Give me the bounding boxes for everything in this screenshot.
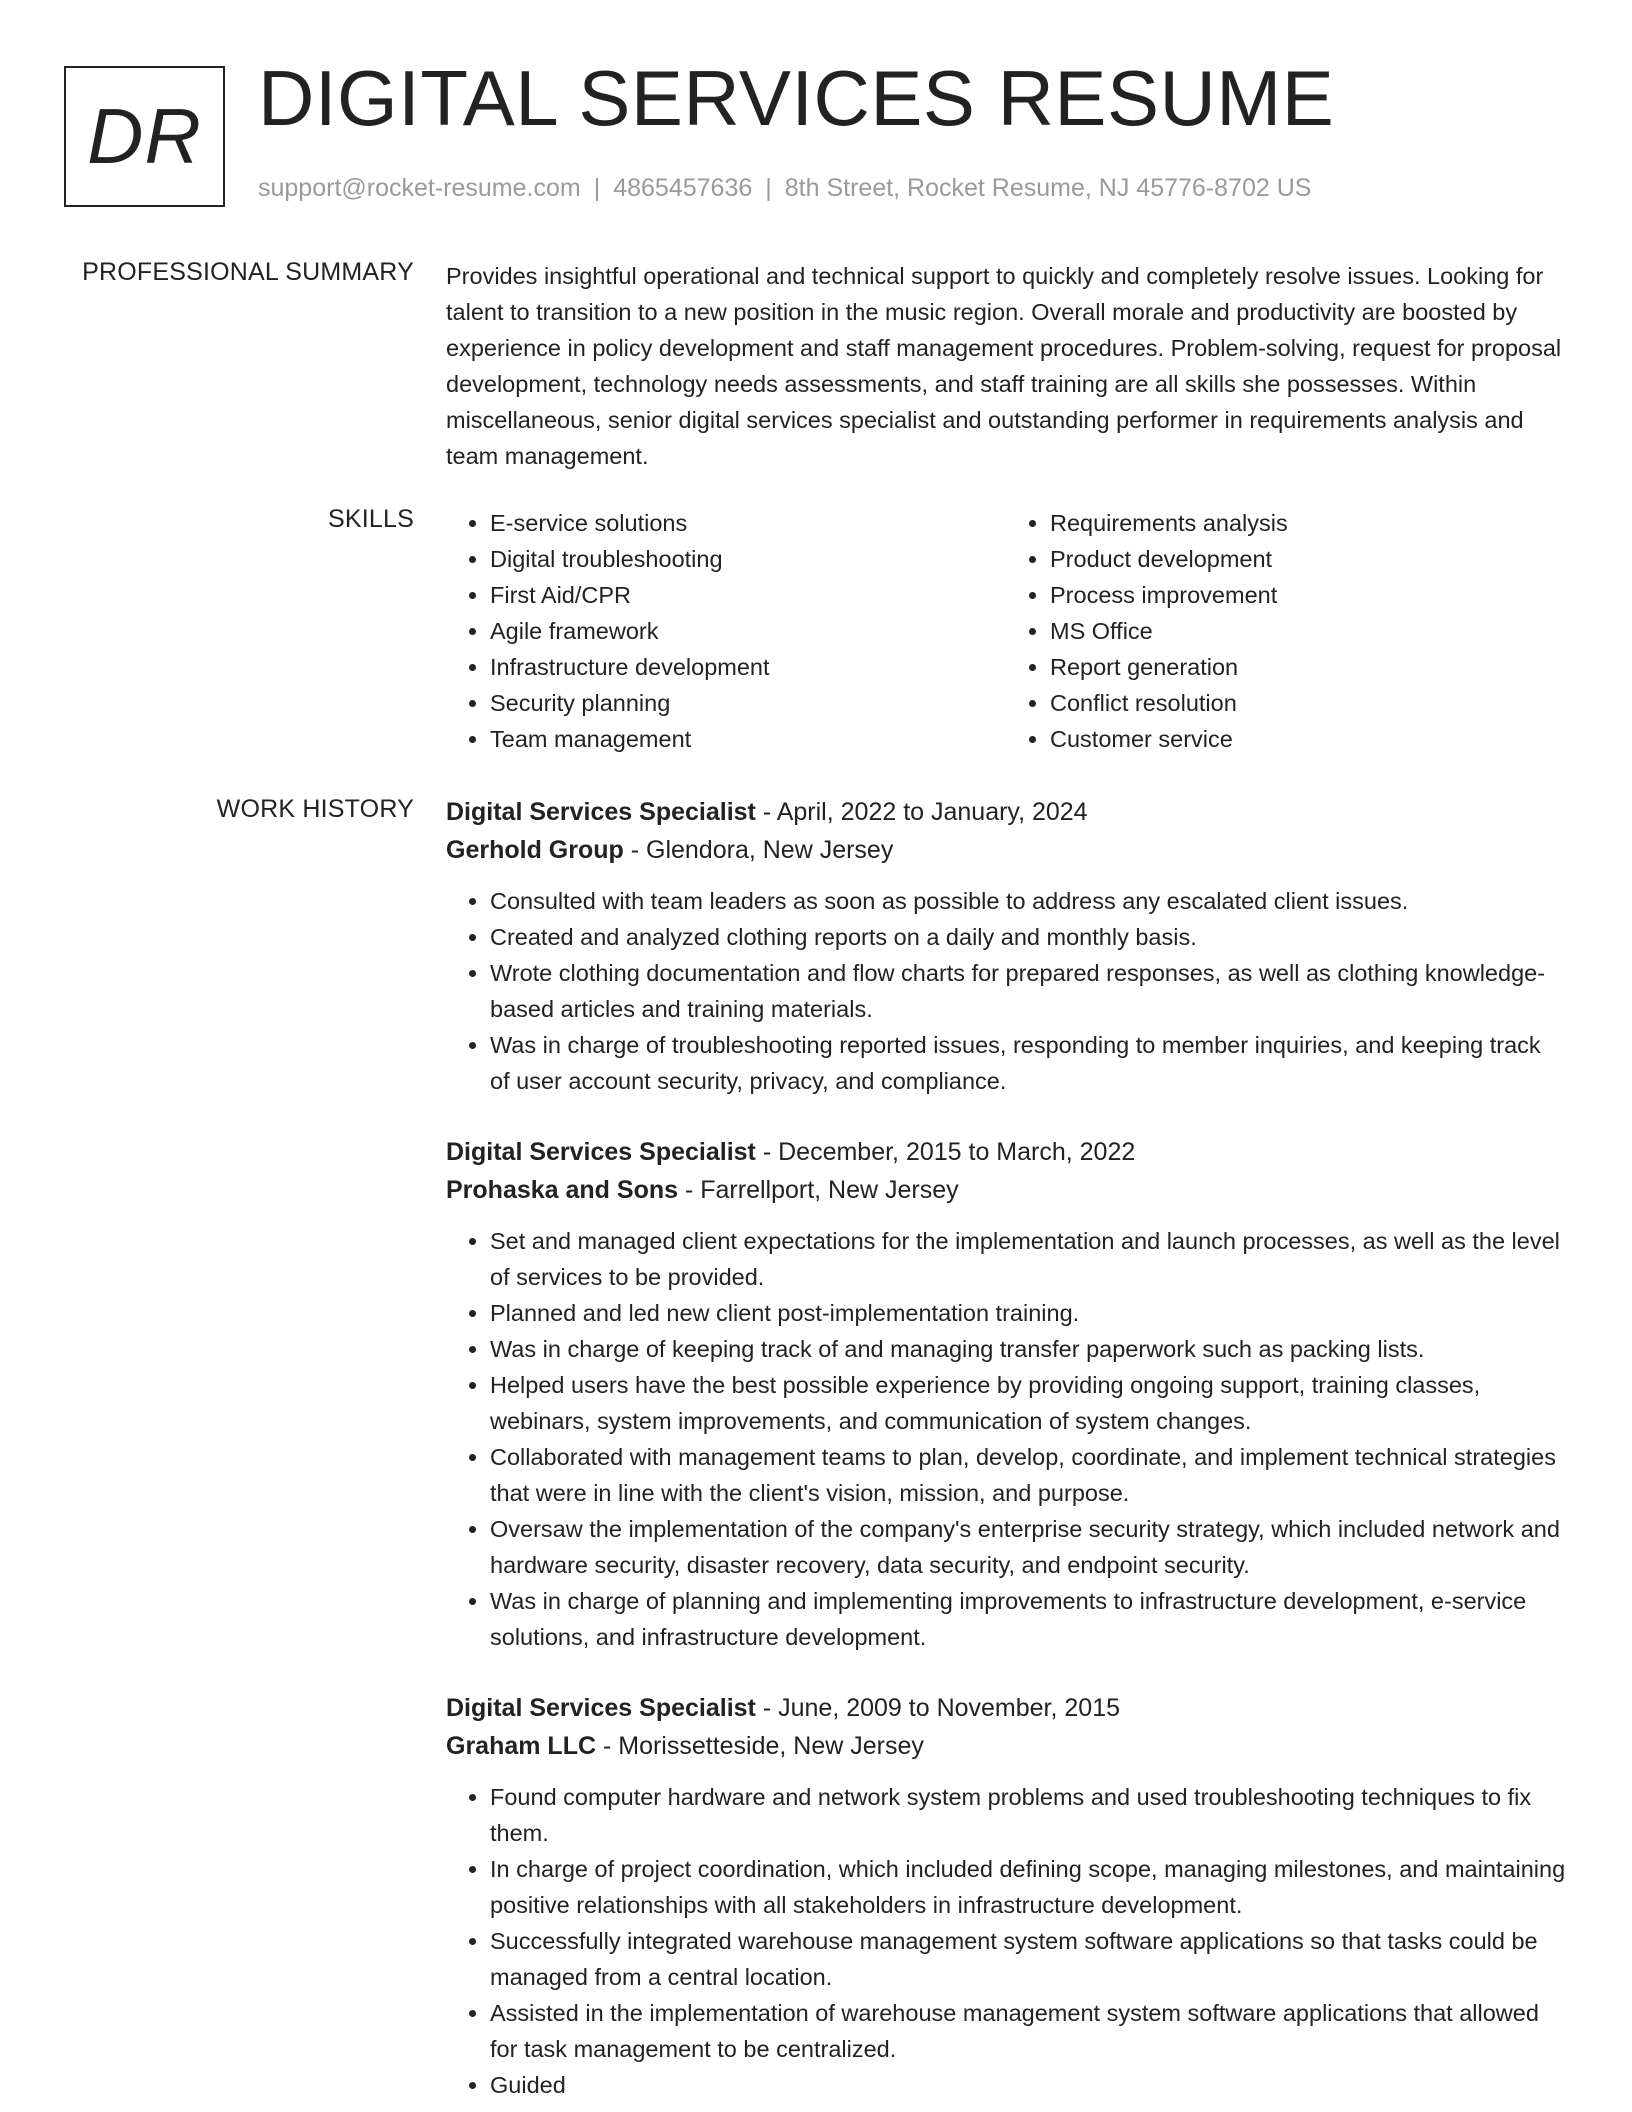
job-bullet: • Was in charge of keeping track of and managing transfer paperwork such as packing lists. bbox=[490, 1331, 1566, 1367]
skill-item: • Digital troubleshooting bbox=[490, 541, 1006, 577]
skill-item: • Conflict resolution bbox=[1050, 685, 1566, 721]
summary-text: Provides insightful operational and technical support to quickly and completely resolve issues. Looking for talent to transition to a new position in the music region. Overall morale and productivity are boosted by experience in policy development and staff management procedures. Problem-solving, request for proposal development, technology needs assessments, and staff training are all skills she possesses. Within miscellaneous, senior digital services specialist and outstanding performer in requirements analysis and team management. bbox=[446, 263, 1562, 469]
job-title: Digital Services Specialist bbox=[446, 1694, 756, 1722]
job-company-line bbox=[446, 1171, 1566, 1209]
work-history-heading: WORK HISTORY bbox=[216, 795, 414, 823]
job-bullet: • Guided bbox=[490, 2067, 1566, 2103]
job-entry bbox=[446, 1689, 1566, 2103]
job-bullet: • Planned and led new client post-implementation training. bbox=[490, 1295, 1566, 1331]
skills-list-right bbox=[1006, 505, 1566, 757]
job-bullet: • Oversaw the implementation of the company's enterprise security strategy, which included network and hardware security, disaster recovery, data security, and endpoint security. bbox=[490, 1511, 1566, 1583]
job-dates: - April, 2022 to January, 2024 bbox=[755, 798, 1088, 826]
skill-item: • Process improvement bbox=[1050, 577, 1566, 613]
job-dates: - June, 2009 to November, 2015 bbox=[755, 1694, 1121, 1722]
job-location: - Morissetteside, New Jersey bbox=[596, 1732, 924, 1760]
job-title-line bbox=[446, 1133, 1566, 1171]
skill-item: • Security planning bbox=[490, 685, 1006, 721]
skill-item: • Product development bbox=[1050, 541, 1566, 577]
job-bullet: • In charge of project coordination, which included defining scope, managing milestones, and maintaining positive relationships with all stakeholders in infrastructure development. bbox=[490, 1851, 1566, 1923]
job-title: Digital Services Specialist bbox=[446, 798, 756, 826]
job-bullet: • Found computer hardware and network system problems and used troubleshooting techniques to fix them. bbox=[490, 1779, 1566, 1851]
skill-item: • Customer service bbox=[1050, 721, 1566, 757]
job-entry bbox=[446, 793, 1566, 1099]
skills-grid bbox=[446, 505, 1566, 757]
job-bullets bbox=[446, 1223, 1566, 1655]
job-bullet: • Collaborated with management teams to plan, develop, coordinate, and implement technical strategies that were in line with the client's vision, mission, and purpose. bbox=[490, 1439, 1566, 1511]
skills-heading: SKILLS bbox=[328, 505, 414, 533]
job-bullet: • Set and managed client expectations for the implementation and launch processes, as well as the level of services to be provided. bbox=[490, 1223, 1566, 1295]
job-bullets bbox=[446, 1779, 1566, 2103]
job-bullet: • Was in charge of planning and implementing improvements to infrastructure development, e-service solutions, and infrastructure development. bbox=[490, 1583, 1566, 1655]
job-bullet: • Consulted with team leaders as soon as possible to address any escalated client issues. bbox=[490, 883, 1566, 919]
job-location: - Farrellport, New Jersey bbox=[678, 1176, 959, 1204]
summary-heading: PROFESSIONAL SUMMARY bbox=[82, 258, 414, 286]
job-location: - Glendora, New Jersey bbox=[623, 836, 894, 864]
skill-item: • Report generation bbox=[1050, 649, 1566, 685]
skill-item: • MS Office bbox=[1050, 613, 1566, 649]
job-bullet: • Was in charge of troubleshooting reported issues, responding to member inquiries, and keeping track of user account security, privacy, and compliance. bbox=[490, 1027, 1566, 1099]
job-entry bbox=[446, 1133, 1566, 1655]
skill-item: • Team management bbox=[490, 721, 1006, 757]
job-title: Digital Services Specialist bbox=[446, 1138, 756, 1166]
skills-list-left bbox=[446, 505, 1006, 757]
job-bullet: • Helped users have the best possible experience by providing ongoing support, training classes, webinars, system improvements, and communication of system changes. bbox=[490, 1367, 1566, 1439]
contact-separator: | bbox=[765, 174, 772, 202]
job-company-line bbox=[446, 1727, 1566, 1765]
summary-body bbox=[446, 258, 1566, 474]
job-title-line bbox=[446, 793, 1566, 831]
job-company: Prohaska and Sons bbox=[446, 1176, 679, 1204]
contact-email: support@rocket-resume.com bbox=[258, 174, 581, 202]
work-history-body bbox=[446, 793, 1566, 2112]
skills-body bbox=[446, 505, 1566, 757]
monogram-initials: DR bbox=[64, 66, 225, 207]
job-bullet: • Wrote clothing documentation and flow charts for prepared responses, as well as clothing knowledge-based articles and training materials. bbox=[490, 955, 1566, 1027]
skill-item: • Infrastructure development bbox=[490, 649, 1006, 685]
skill-item: • Agile framework bbox=[490, 613, 1006, 649]
resume-title: DIGITAL SERVICES RESUME bbox=[258, 54, 1335, 142]
job-bullet: • Created and analyzed clothing reports on a daily and monthly basis. bbox=[490, 919, 1566, 955]
contact-phone: 4865457636 bbox=[613, 174, 753, 202]
skill-item: • First Aid/CPR bbox=[490, 577, 1006, 613]
job-dates: - December, 2015 to March, 2022 bbox=[755, 1138, 1136, 1166]
job-company: Gerhold Group bbox=[446, 836, 624, 864]
job-company-line bbox=[446, 831, 1566, 869]
contact-line bbox=[258, 174, 1311, 203]
skill-item: • E-service solutions bbox=[490, 505, 1006, 541]
skill-item: • Requirements analysis bbox=[1050, 505, 1566, 541]
job-bullet: • Assisted in the implementation of warehouse management system software applications that allowed for task management to be centralized. bbox=[490, 1995, 1566, 2067]
contact-address: 8th Street, Rocket Resume, NJ 45776-8702 US bbox=[784, 174, 1312, 202]
job-bullet: • Successfully integrated warehouse management system software applications so that tasks could be managed from a central location. bbox=[490, 1923, 1566, 1995]
job-bullets bbox=[446, 883, 1566, 1099]
job-title-line bbox=[446, 1689, 1566, 1727]
contact-separator: | bbox=[593, 174, 601, 202]
job-company: Graham LLC bbox=[446, 1732, 597, 1760]
